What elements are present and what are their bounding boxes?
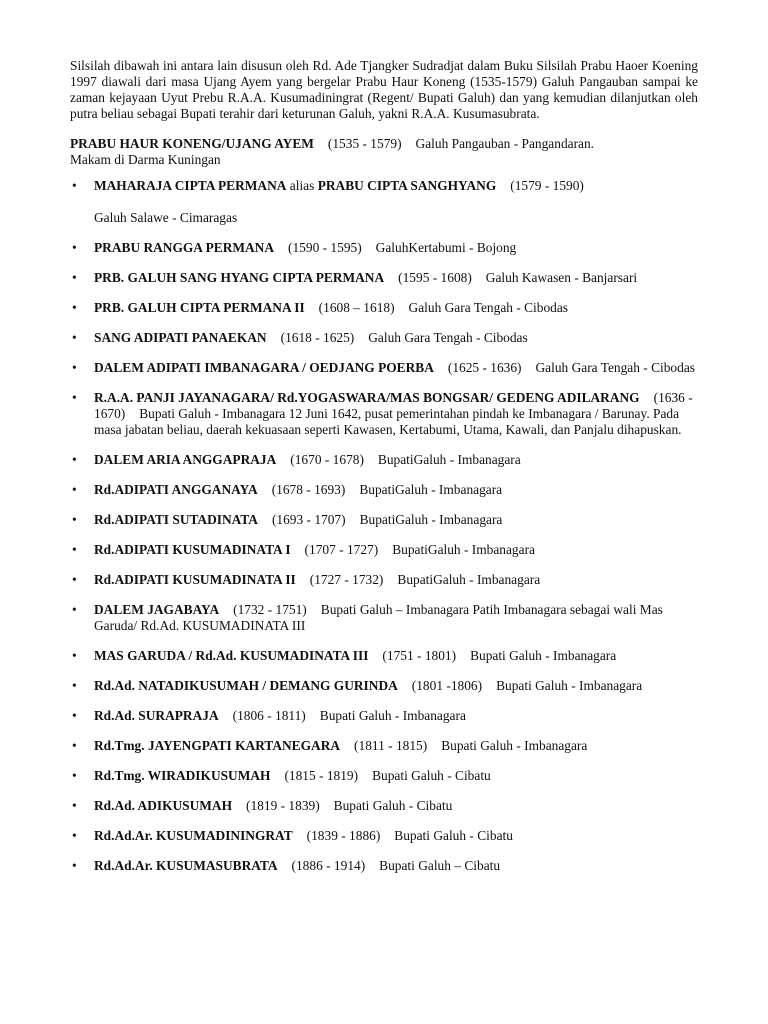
entry-years: (1670 - 1678) bbox=[290, 452, 364, 467]
first-entry bbox=[70, 136, 698, 168]
entry-years: (1839 - 1886) bbox=[306, 828, 381, 843]
entry-years: (1707 - 1727) bbox=[304, 542, 379, 557]
list-item bbox=[70, 240, 698, 256]
entry-years: (1693 - 1707) bbox=[271, 512, 346, 527]
list-item bbox=[70, 708, 698, 724]
list-item bbox=[70, 828, 698, 844]
list-item bbox=[70, 542, 698, 558]
list-item bbox=[70, 330, 698, 346]
list-item bbox=[70, 798, 698, 814]
entry-name: DALEM ARIA ANGGAPRAJA bbox=[94, 452, 277, 467]
list-item bbox=[70, 572, 698, 588]
entry-years: (1625 - 1636) bbox=[447, 360, 522, 375]
first-entry-desc2: Makam di Darma Kuningan bbox=[70, 152, 221, 167]
entry-desc: Galuh Gara Tengah - Cibodas bbox=[408, 300, 569, 315]
entry-desc: Galuh Kawasen - Banjarsari bbox=[485, 270, 638, 285]
entry-years: (1590 - 1595) bbox=[288, 240, 362, 255]
entry-name: MAHARAJA CIPTA PERMANA bbox=[94, 178, 287, 193]
first-entry-years: (1535 - 1579) bbox=[327, 136, 402, 151]
intro-paragraph: Silsilah dibawah ini antara lain disusun oleh Rd. Ade Tjangker Sudradjat dalam Buku Silsilah Prabu Haoer Koening 1997 diawali dari masa Ujang Ayem yang bergelar Prabu Haur Koneng (1535-1579) Galuh Pangauban sampai ke zaman kejayaan Uyut Prebu R.A.A. Kusumadiningrat (Regent/ Bupati Galuh) dan yang kemudian dilanjutkan oleh putra beliau sebagai Bupati terahir dari keturunan Galuh, yakni R.A.A. Kusumasubrata. bbox=[70, 58, 698, 121]
entry-name: Rd.Ad.Ar. KUSUMASUBRATA bbox=[94, 858, 278, 873]
entry-desc: GaluhKertabumi - Bojong bbox=[375, 240, 517, 255]
list-item bbox=[70, 768, 698, 784]
entry-name: DALEM JAGABAYA bbox=[94, 602, 220, 617]
entry-alias-name: PRABU CIPTA SANGHYANG bbox=[317, 178, 497, 193]
entry-desc: Galuh Gara Tengah - Cibodas bbox=[535, 360, 695, 375]
entry-desc: Bupati Galuh - Imbanagara 12 Juni 1642, pusat pemerintahan pindah ke Imbanagara / Barunay. Pada masa jabatan beliau, daerah kekuasaan seperti Kawasen, Kertabumi, Utama, Kawali, dan Panjalu dihapuskan. bbox=[94, 406, 682, 437]
list-item bbox=[70, 602, 698, 634]
entry-desc: BupatiGaluh - Imbanagara bbox=[377, 452, 521, 467]
bullet-icon: • bbox=[72, 482, 77, 497]
entry-years: (1751 - 1801) bbox=[382, 648, 457, 663]
bullet-icon: • bbox=[72, 768, 77, 783]
entry-desc: Bupati Galuh - Cibatu bbox=[333, 798, 453, 813]
entry-name: MAS GARUDA / Rd.Ad. KUSUMADINATA III bbox=[94, 648, 369, 663]
bullet-icon: • bbox=[72, 270, 77, 285]
entry-desc: Galuh Gara Tengah - Cibodas bbox=[368, 330, 528, 345]
entry-years: (1727 - 1732) bbox=[309, 572, 384, 587]
entry-years: (1618 - 1625) bbox=[280, 330, 355, 345]
list-item bbox=[70, 858, 698, 874]
bullet-icon: • bbox=[72, 648, 77, 663]
entry-desc: Bupati Galuh – Cibatu bbox=[379, 858, 501, 873]
list-item bbox=[70, 482, 698, 498]
entry-name: Rd.Ad. ADIKUSUMAH bbox=[94, 798, 233, 813]
entry-name: PRABU RANGGA PERMANA bbox=[94, 240, 275, 255]
entry-desc: Bupati Galuh - Imbanagara bbox=[319, 708, 466, 723]
list-item bbox=[70, 360, 698, 376]
entry-years: (1811 - 1815) bbox=[354, 738, 428, 753]
bullet-icon: • bbox=[72, 452, 77, 467]
entry-years: (1886 - 1914) bbox=[291, 858, 366, 873]
entry-name: Rd.ADIPATI KUSUMADINATA I bbox=[94, 542, 291, 557]
entry-name: SANG ADIPATI PANAEKAN bbox=[94, 330, 267, 345]
entry-desc: BupatiGaluh - Imbanagara bbox=[359, 512, 503, 527]
entry-years: (1678 - 1693) bbox=[271, 482, 346, 497]
entry-name: Rd.Ad. SURAPRAJA bbox=[94, 708, 219, 723]
entry-desc: Bupati Galuh - Imbanagara bbox=[470, 648, 617, 663]
list-item bbox=[70, 452, 698, 468]
entry-name: PRB. GALUH SANG HYANG CIPTA PERMANA bbox=[94, 270, 385, 285]
entry-years: (1801 -1806) bbox=[411, 678, 483, 693]
list-item bbox=[70, 738, 698, 754]
entry-years: (1579 - 1590) bbox=[510, 178, 584, 193]
list-item bbox=[70, 270, 698, 286]
entry-desc: Galuh Salawe - Cimaragas bbox=[94, 210, 238, 225]
entry-name: DALEM ADIPATI IMBANAGARA / OEDJANG POERBA bbox=[94, 360, 434, 375]
list-item bbox=[70, 648, 698, 664]
entry-desc: BupatiGaluh - Imbanagara bbox=[392, 542, 535, 557]
list-item bbox=[70, 178, 698, 226]
entry-name: Rd.Tmg. JAYENGPATI KARTANEGARA bbox=[94, 738, 341, 753]
entry-desc: Bupati Galuh - Cibatu bbox=[372, 768, 491, 783]
bullet-icon: • bbox=[72, 602, 77, 617]
entry-desc: BupatiGaluh - Imbanagara bbox=[397, 572, 541, 587]
bullet-icon: • bbox=[72, 858, 77, 873]
entry-years: (1819 - 1839) bbox=[246, 798, 320, 813]
entry-desc: Bupati Galuh – Imbanagara Patih Imbanagara sebagai wali Mas Garuda/ Rd.Ad. KUSUMADINATA III bbox=[94, 602, 663, 633]
list-item bbox=[70, 678, 698, 694]
entry-years: (1595 - 1608) bbox=[398, 270, 472, 285]
list-item bbox=[70, 390, 698, 438]
first-entry-name: PRABU HAUR KONENG/UJANG AYEM bbox=[70, 136, 314, 151]
bullet-icon: • bbox=[72, 330, 77, 345]
entry-name: Rd.Tmg. WIRADIKUSUMAH bbox=[94, 768, 271, 783]
list-item bbox=[70, 300, 698, 316]
bullet-icon: • bbox=[72, 738, 77, 753]
list-item bbox=[70, 512, 698, 528]
bullet-icon: • bbox=[72, 678, 77, 693]
entry-name: R.A.A. PANJI JAYANAGARA/ Rd.YOGASWARA/MAS BONGSAR/ GEDENG ADILARANG bbox=[94, 390, 640, 405]
bullet-icon: • bbox=[72, 300, 77, 315]
entry-alias-word: alias bbox=[289, 178, 315, 193]
entry-years: (1636 - 1670) bbox=[94, 390, 693, 421]
bullet-icon: • bbox=[72, 390, 77, 405]
bullet-icon: • bbox=[72, 798, 77, 813]
bullet-icon: • bbox=[72, 828, 77, 843]
bullet-icon: • bbox=[72, 542, 77, 557]
document-page bbox=[70, 58, 698, 888]
bullet-icon: • bbox=[72, 240, 77, 255]
entry-years: (1815 - 1819) bbox=[284, 768, 359, 783]
entry-desc: Bupati Galuh - Imbanagara bbox=[496, 678, 643, 693]
bullet-icon: • bbox=[72, 708, 77, 723]
bullet-icon: • bbox=[72, 512, 77, 527]
entry-desc: Bupati Galuh - Cibatu bbox=[394, 828, 513, 843]
entry-name: Rd.ADIPATI SUTADINATA bbox=[94, 512, 258, 527]
bullet-icon: • bbox=[72, 178, 77, 193]
entry-years: (1806 - 1811) bbox=[232, 708, 306, 723]
entry-desc: BupatiGaluh - Imbanagara bbox=[359, 482, 503, 497]
entry-years: (1732 - 1751) bbox=[233, 602, 307, 617]
first-entry-desc: Galuh Pangauban - Pangandaran. bbox=[415, 136, 595, 151]
bullet-icon: • bbox=[72, 572, 77, 587]
bullet-icon: • bbox=[72, 360, 77, 375]
lineage-list bbox=[70, 178, 698, 874]
entry-years: (1608 – 1618) bbox=[318, 300, 395, 315]
entry-name: Rd.Ad.Ar. KUSUMADININGRAT bbox=[94, 828, 293, 843]
entry-name: Rd.ADIPATI KUSUMADINATA II bbox=[94, 572, 296, 587]
entry-name: PRB. GALUH CIPTA PERMANA II bbox=[94, 300, 305, 315]
entry-name: Rd.Ad. NATADIKUSUMAH / DEMANG GURINDA bbox=[94, 678, 398, 693]
entry-name: Rd.ADIPATI ANGGANAYA bbox=[94, 482, 258, 497]
entry-desc: Bupati Galuh - Imbanagara bbox=[441, 738, 588, 753]
